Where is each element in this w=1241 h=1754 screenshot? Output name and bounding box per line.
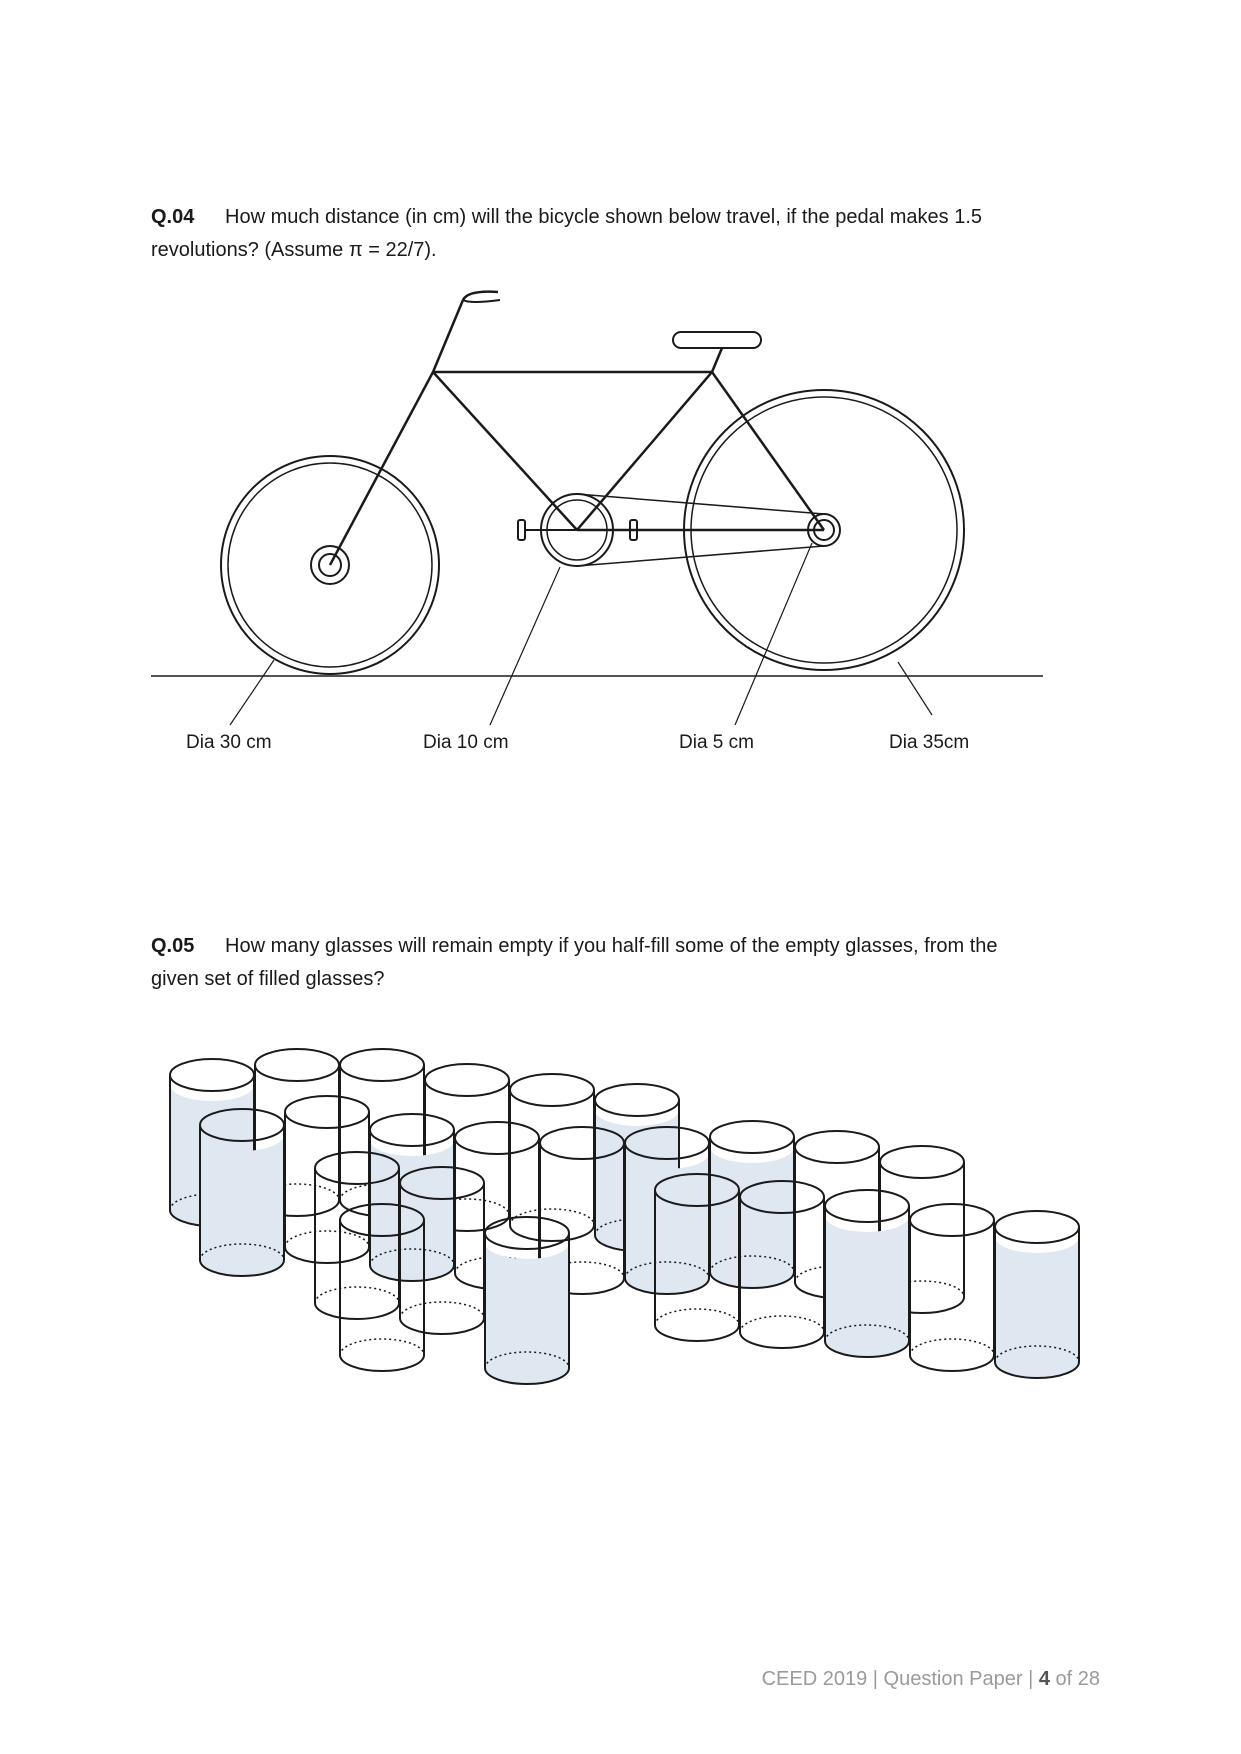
question-04-line1 [151, 201, 1091, 234]
glass [510, 1074, 594, 1241]
bicycle-frame [330, 300, 824, 565]
glass [710, 1121, 794, 1288]
glass [825, 1190, 909, 1357]
question-05-text-2: given set of filled glasses? [151, 968, 385, 990]
glass [910, 1204, 994, 1371]
question-04-text-1: How much distance (in cm) will the bicycle shown below travel, if the pedal makes 1.5 [225, 206, 982, 228]
glass [485, 1217, 569, 1384]
label-chainring-dia: Dia 10 cm [423, 732, 509, 753]
glass [995, 1211, 1079, 1378]
label-front-wheel-dia: Dia 30 cm [186, 732, 272, 753]
question-04 [151, 201, 1091, 267]
label-sprocket-dia: Dia 5 cm [679, 732, 754, 753]
label-rear-wheel-dia: Dia 35cm [889, 732, 970, 753]
question-05-text-1: How many glasses will remain empty if you half-fill some of the empty glasses, from the [225, 935, 998, 957]
question-05-number: Q.05 [151, 935, 195, 957]
glasses-diagram [0, 1020, 1241, 1380]
question-05 [151, 930, 1091, 996]
footer-prefix: CEED 2019 | Question Paper | [761, 1668, 1039, 1690]
glass [370, 1114, 454, 1281]
question-04-number: Q.04 [151, 206, 195, 228]
footer-suffix: of 28 [1049, 1668, 1100, 1690]
footer-page-number: 4 [1038, 1668, 1050, 1690]
bicycle-diagram [0, 270, 1241, 753]
question-04-text-2: revolutions? (Assume π = 22/7). [151, 239, 437, 261]
question-05-line1 [151, 930, 1091, 963]
page-footer [740, 1668, 1100, 1691]
